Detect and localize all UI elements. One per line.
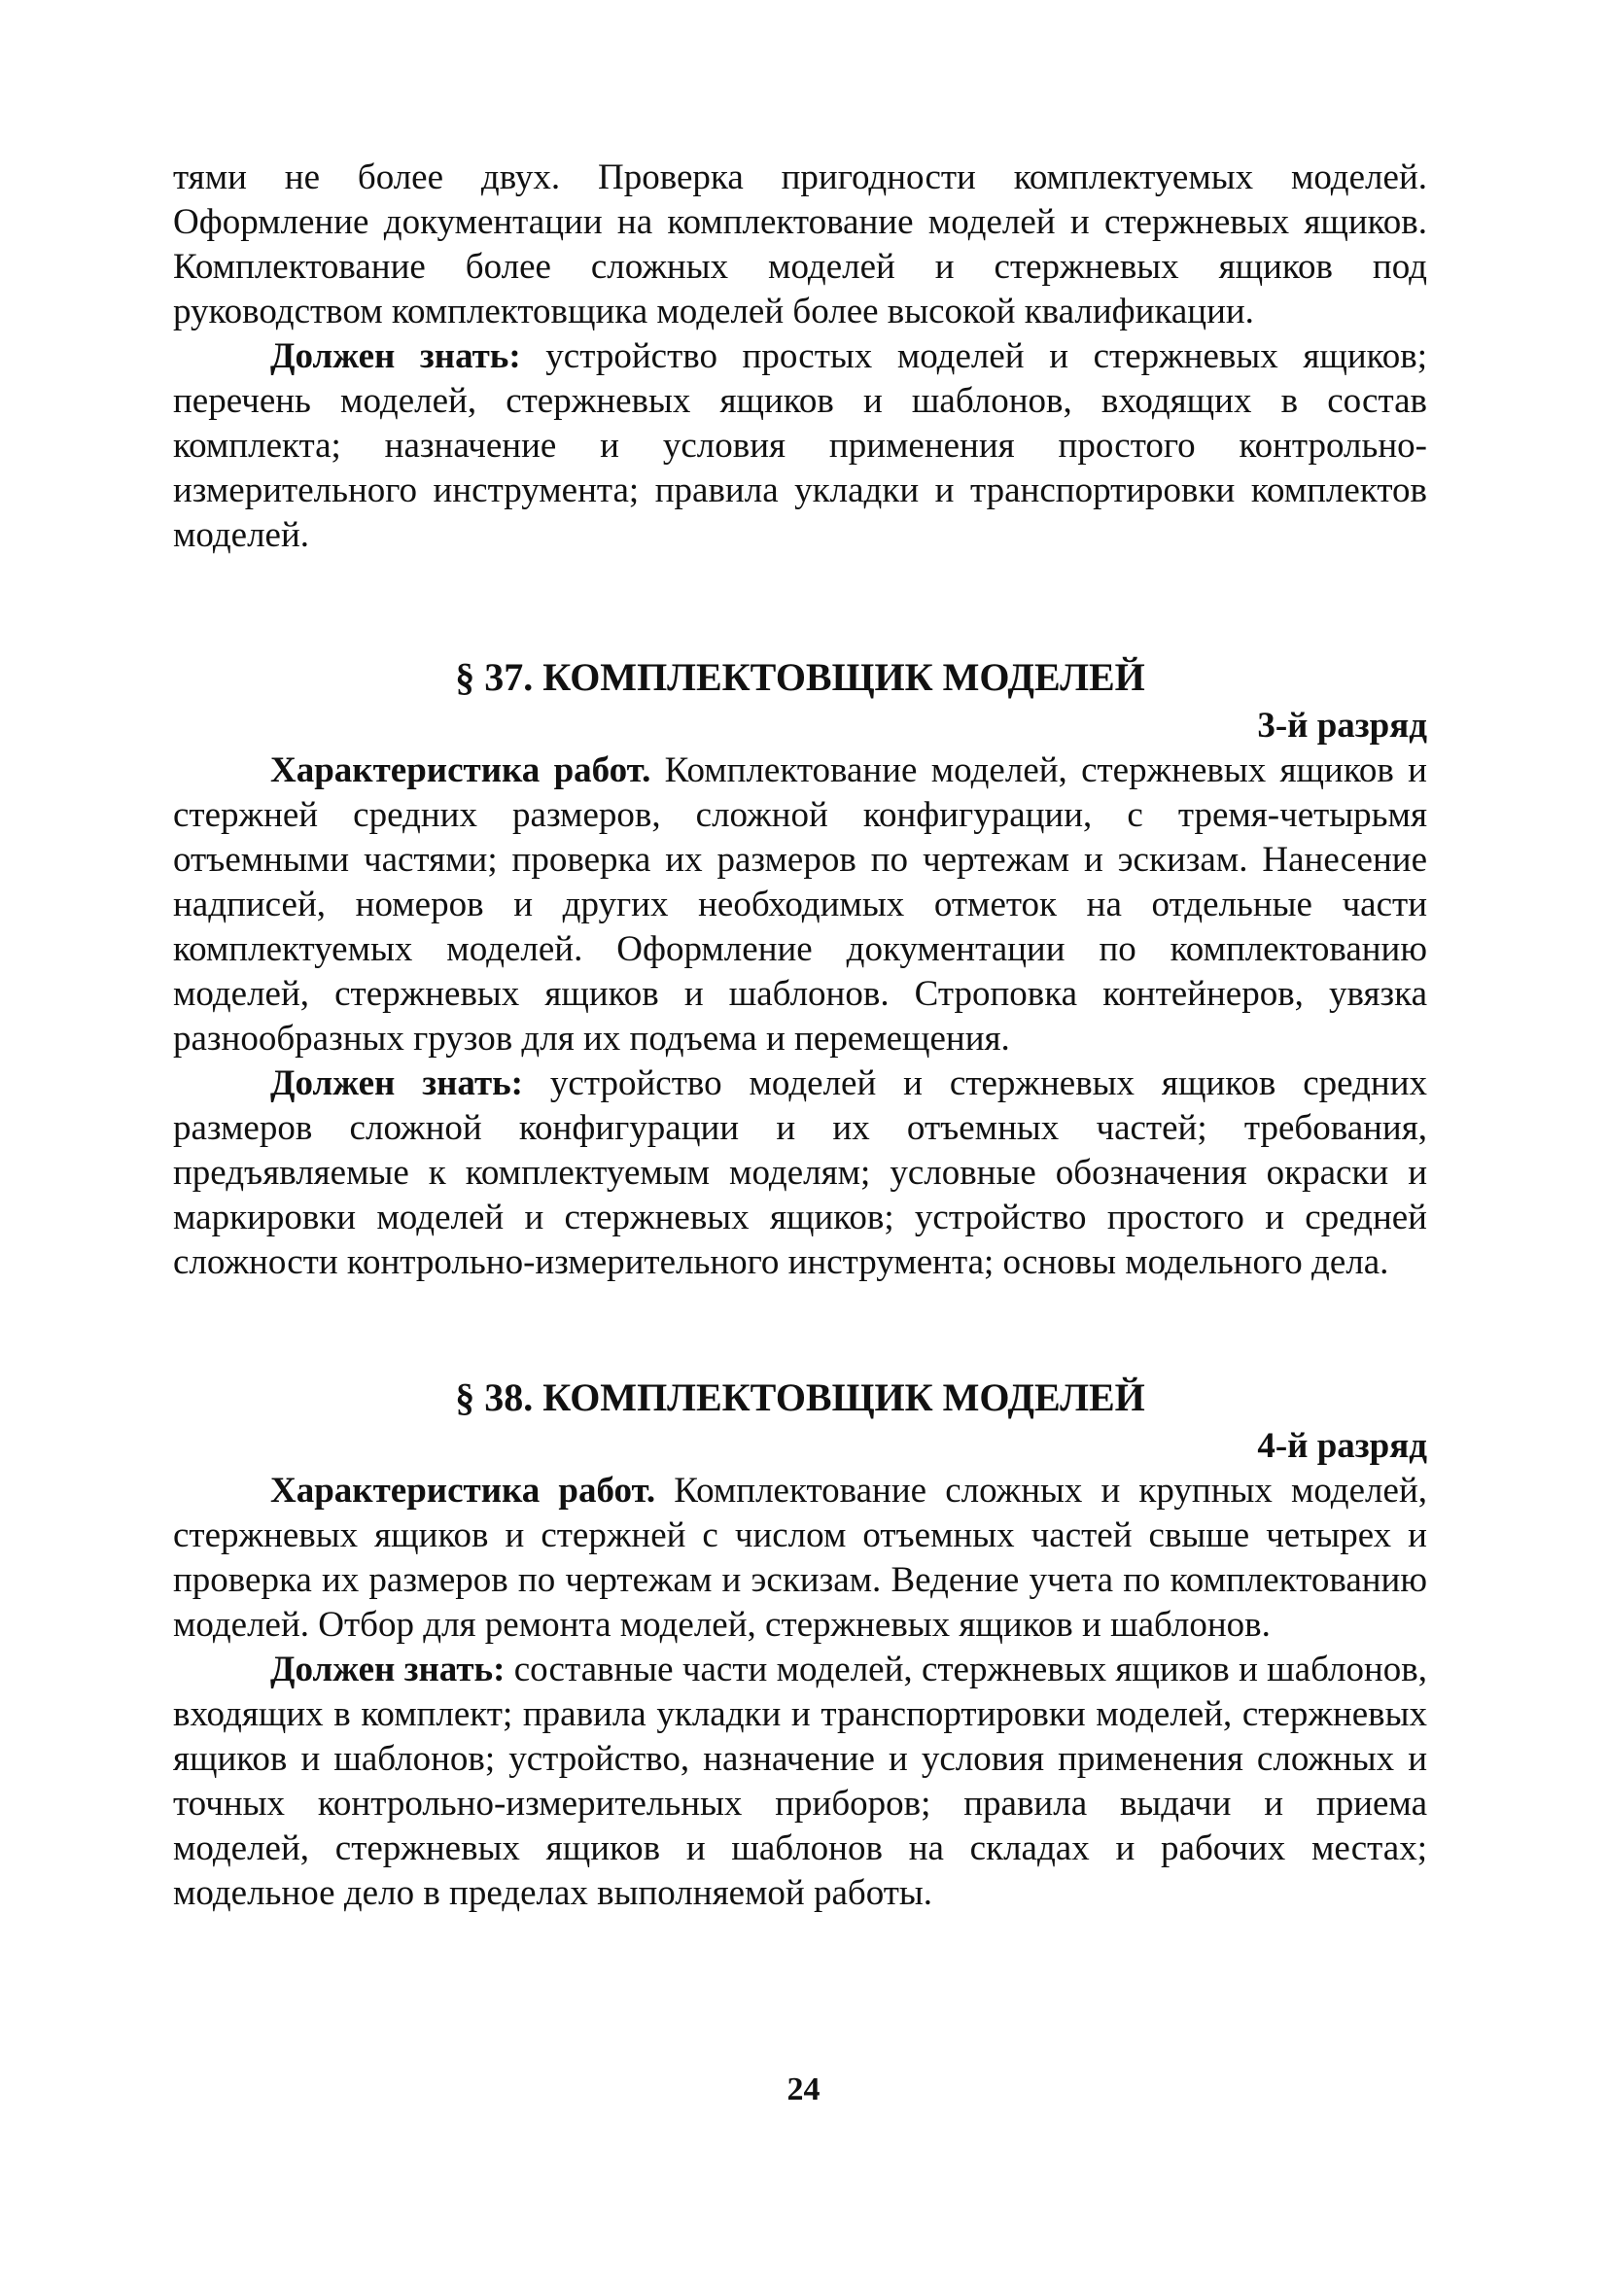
work-label: Характеристика работ. [270,1471,656,1511]
knowledge-label: Должен знать: [270,1650,506,1689]
continuation-block [173,156,1427,558]
section-38-body [173,1469,1427,1916]
knowledge-label: Должен знать: [270,336,521,376]
section-38-knowledge-paragraph [173,1648,1427,1916]
work-text: Комплектование сложных и крупных моделей, стержневых ящиков и стержней с числом отъемных частей свыше четырех и проверка их размеров по чертежам и эскизам. Ведение учета по комплектованию моделей. Отбор для ремонта моделей, стержневых ящиков и шаблонов. [173,1471,1427,1645]
work-text: Комплектование моделей, стержневых ящиков и стержней средних размеров, сложной конфигурации, с тремя-четырьмя отъемными частями; проверка их размеров по чертежам и эскизам. Нанесение надписей, номеров и других необходимых отметок на отдельные части комплектуемых моделей. Оформление документации по комплектованию моделей, стержневых ящиков и шаблонов. Строповка контейнеров, увязка разнообразных грузов для их подъема и перемещения. [173,750,1427,1059]
knowledge-text: устройство моделей и стержневых ящиков средних размеров сложной конфигурации и их отъемных частей; требования, предъявляемые к комплектуемым моделям; условные обозначения окраски и маркировки моделей и стержневых ящиков; устройство простого и средней сложности контрольно-измерительного инструмента; основы модельного дела. [173,1063,1427,1282]
section-37-grade: 3-й разряд [1257,706,1427,746]
section-37-title: § 37. КОМПЛЕКТОВЩИК МОДЕЛЕЙ [455,655,1145,699]
section-38-work-paragraph [173,1469,1427,1648]
work-label: Характеристика работ. [270,750,651,790]
knowledge-text: составные части моделей, стержневых ящиков и шаблонов, входящих в комплект; правила укладки и транспортировки моделей, стержневых ящиков и шаблонов; устройство, назначение и условия применения сложных и точных контрольно-измерительных приборов; правила выдачи и приема моделей, стержневых ящиков и шаблонов на складах и рабочих местах; модельное дело в пределах выполняемой работы. [173,1650,1427,1913]
continuation-knowledge-paragraph [173,334,1427,558]
continuation-paragraph: тями не более двух. Проверка пригодности комплектуемых моделей. Оформление документации на комплектование моделей и стержневых ящиков. Комплектование более сложных моделей и стержневых ящиков под руководством комплектовщика моделей более высокой квалификации. [173,157,1427,331]
section-37-body [173,748,1427,1285]
section-38-title: § 38. КОМПЛЕКТОВЩИК МОДЕЛЕЙ [455,1375,1145,1419]
section-37-work-paragraph [173,748,1427,1061]
knowledge-text: устройство простых моделей и стержневых ящиков; перечень моделей, стержневых ящиков и шаблонов, входящих в состав комплекта; назначение и условия применения простого контрольно-измерительного инструмента; правила укладки и транспортировки комплектов моделей. [173,336,1427,555]
page-number: 24 [786,2071,821,2107]
section-38-grade: 4-й разряд [1257,1426,1427,1466]
knowledge-label: Должен знать: [270,1063,524,1103]
section-37-knowledge-paragraph [173,1061,1427,1285]
